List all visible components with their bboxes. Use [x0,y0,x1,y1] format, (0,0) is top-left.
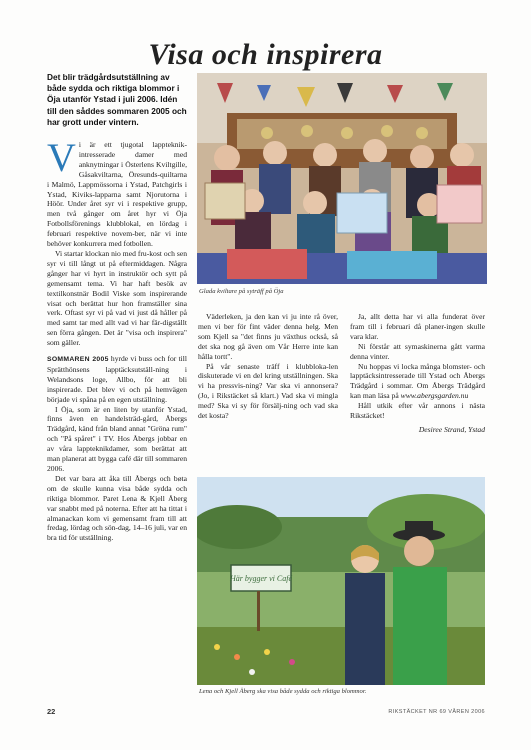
photo-quilters-caption: Glada kviltare på syträff på Öja [199,288,284,295]
paragraph: Det var bara att åka till Åbergs och bøta om de skulle kunna visa både sydda och riktiga blommor. Paret Lena & Kjell Åberg var snabbt med på noterna. Efter att ha tittat i almanackan kom vi gemensamt fram till att fredag, lördag och sön-dag, 14–16 juli, var en bra tid för utställning. [47,473,187,543]
paragraph: Ja, allt detta har vi alla funderat över fram till i februari då planer-ingen skulle vara klar. [350,312,485,341]
subhead-label: SOMMAREN 2005 [47,356,109,364]
paragraph: På vår senaste träff i klubbloka-len diskuterade vi en del kring utställningen. Ska vi ha pressvis-ning? Var ska vi annonsera? (Jo, i Rikstäcket så klart.) Vad ska vi mingla med? Ska vi sy för försälj-ning och vad ska det kosta? [198,361,338,421]
paragraph-website [350,362,485,402]
paragraph: Ni förstår att symaskinerna gått varma denna vinter. [350,341,485,361]
paragraph: I Öja, som är en liten by utanför Ystad, finns även en handelsträd-gård, Åbergs Trädgård, känd från bland annat "Gröna rum" och "På spåret" i TV. Hos Åbergs jobbar en av våra lappteknikdamer, som berättat att man planerat att bygga café där till sommaren 2006. [47,404,187,473]
drop-cap: V [47,135,76,180]
paragraph-intro-text: i är ett tjugotal lappteknik-intresserade damer med anknytningar i Österlens Kviltgille, Gåsakviltarna, Öresunds-quiltarna i Malmö, Lappmössorna i Ystad, Patchgirls i Ystad, Kiviks-lapparna samt Njorutorna i Höör. Under året syr vi i respektive grupp, men två gånger om året hyr vi Öja Fotbollsförenings klubblokal, en lördag i februari respektive novem-ber, när vi inte behöver konkurrera med fotbollen. [47,140,187,249]
text-column-1 [47,135,188,543]
photo-garden-illustration [197,477,485,685]
photo-garden-caption: Lena och Kjell Åberg ska visa både sydda och riktiga blommor. [199,688,367,695]
sign-text: Här bygger vi Café [230,574,292,583]
paragraph-intro [47,135,187,249]
article-title: Visa och inspirera [148,38,383,71]
magazine-issue: RIKSTÄCKET NR 69 VÅREN 2006 [388,709,485,715]
author-signature: Desiree Strand, Ystad [418,424,485,434]
paragraph-website-text: Nu hoppas vi locka många blomster- och lapptäcksintresserade till Ystad och Åbergs Trädgård i sommar. Om Åbergs Trädgård kan man läsa på [350,361,485,401]
text-column-3 [350,312,485,435]
text-column-2 [198,312,338,421]
photo-quilters-illustration [197,73,487,284]
photo-quilters [197,73,487,284]
paragraph-summer-text: hyrde vi buss och for till Sprätthönsens lapptäcksutställ-ning i Welandsons loge, Allbo, för att bli inspirerade. Det blev vi och på hemvägen började vi spåna på en egen utställning. [47,354,188,404]
paragraph-summer [47,354,187,405]
paragraph: Vi startar klockan nio med fru-kost och sen syr vi till långt ut på eftermiddagen. Några gånger har vi hyrt in instruktör och sytt på gemensamt tema. Vi har haft besök av textilkonstnär Bodil Viske som inspirerande visat och berättat hur hon framställer sina verk. Oftast syr vi på vad vi just då håller på med samt tar med allt vad vi har fär-digställt sen förra gången. Det är "visa och inspirera" som gäller. [47,248,187,348]
paragraph: Håll utkik efter vår annons i nästa Rikstäcket! [350,401,485,421]
article-lead: Det blir trädgårdsutställning av både sydda och riktiga blommor i Öja utanför Ystad i juli 2006. Idén till den såddes sommaren 2005 och har grott under vintern. [47,72,187,127]
photo-garden-owners [197,477,485,685]
paragraph: Väderleken, ja den kan vi ju inte rå över, men vi ber för fint väder denna helg. Men som Kjell sa "det finns ju växthus också, så det ska nog gå även om Vår Herre inte kan hålla tortt". [198,312,338,361]
website-link[interactable]: www.abergsgarden.nu [400,391,469,401]
page-number: 22 [47,707,56,716]
